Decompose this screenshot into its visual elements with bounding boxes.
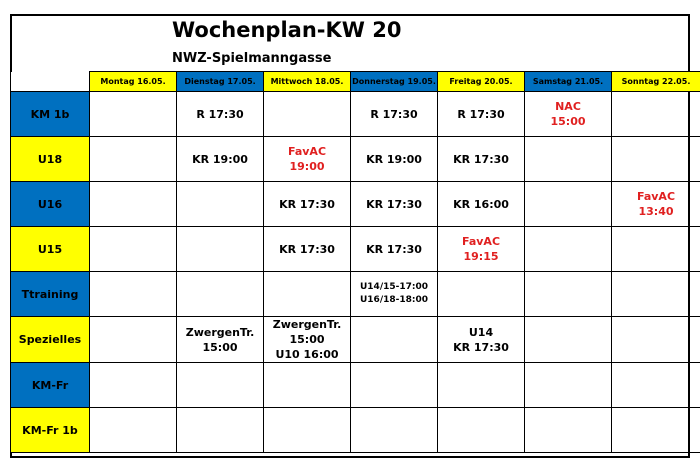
schedule-cell [438, 92, 525, 137]
schedule-row [11, 227, 700, 272]
row-label: Ttraining [11, 272, 90, 317]
cell-entry: R 17:30 [370, 107, 418, 121]
cell-entry: U14/15-17:00 [359, 282, 429, 292]
schedule-cell [351, 408, 438, 453]
schedule-cell [264, 272, 351, 317]
schedule-cell [177, 363, 264, 408]
schedule-cell [612, 317, 700, 363]
schedule-row [11, 408, 700, 453]
schedule-row [11, 272, 700, 317]
schedule-cell [264, 363, 351, 408]
cell-entry: FavAC [287, 145, 327, 158]
schedule-cell [351, 272, 438, 317]
corner-cell [11, 72, 90, 92]
row-label: U16 [11, 182, 90, 227]
schedule-cell [351, 363, 438, 408]
schedule-cell [264, 137, 351, 182]
cell-entry: KR 17:30 [453, 152, 509, 166]
schedule-row [11, 92, 700, 137]
page-title: Wochenplan-KW 20 [172, 18, 402, 42]
schedule-row [11, 182, 700, 227]
schedule-cell [438, 272, 525, 317]
schedule-table [10, 71, 700, 453]
cell-entry: U10 16:00 [275, 348, 339, 361]
schedule-row [11, 363, 700, 408]
day-header: Mittwoch 18.05. [264, 72, 351, 92]
schedule-cell [177, 272, 264, 317]
cell-entry: 19:00 [289, 160, 325, 173]
row-label: U18 [11, 137, 90, 182]
schedule-cell [438, 182, 525, 227]
cell-entry: KR 17:30 [366, 242, 422, 256]
schedule-cell [264, 92, 351, 137]
schedule-cell [264, 182, 351, 227]
schedule-cell [525, 137, 612, 182]
cell-entry: KR 19:00 [366, 152, 422, 166]
day-header: Sonntag 22.05. [612, 72, 700, 92]
schedule-cell [612, 227, 700, 272]
cell-entry: KR 16:00 [453, 197, 509, 211]
cell-entry: ZwergenTr. [185, 325, 255, 339]
cell-entry: U14 [468, 325, 494, 339]
schedule-cell [264, 227, 351, 272]
schedule-cell [351, 92, 438, 137]
page-subtitle: NWZ-Spielmanngasse [172, 51, 332, 66]
schedule-cell [90, 137, 177, 182]
schedule-cell [90, 363, 177, 408]
schedule-cell [438, 137, 525, 182]
row-label: KM-Fr [11, 363, 90, 408]
schedule-cell [525, 317, 612, 363]
day-header: Montag 16.05. [90, 72, 177, 92]
schedule-cell [612, 363, 700, 408]
schedule-cell [351, 182, 438, 227]
schedule-cell [90, 408, 177, 453]
schedule-cell [525, 363, 612, 408]
schedule-cell [90, 92, 177, 137]
schedule-cell [612, 137, 700, 182]
cell-entry: KR 17:30 [279, 197, 335, 211]
cell-entry: 19:15 [463, 250, 499, 263]
cell-entry: 15:00 [289, 333, 325, 346]
schedule-cell [438, 317, 525, 363]
cell-entry: R 17:30 [196, 107, 244, 121]
cell-entry: FavAC [636, 190, 676, 203]
schedule-cell [612, 408, 700, 453]
schedule-cell [90, 272, 177, 317]
schedule-cell [525, 408, 612, 453]
cell-entry: KR 19:00 [192, 152, 248, 166]
day-header: Dienstag 17.05. [177, 72, 264, 92]
cell-entry: KR 17:30 [366, 197, 422, 211]
schedule-cell [90, 227, 177, 272]
schedule-cell [525, 227, 612, 272]
cell-entry: U16/18-18:00 [359, 295, 429, 305]
schedule-cell [351, 317, 438, 363]
schedule-cell [177, 92, 264, 137]
cell-entry: 15:00 [202, 340, 238, 354]
day-header: Samstag 21.05. [525, 72, 612, 92]
schedule-cell [525, 92, 612, 137]
schedule-cell [438, 363, 525, 408]
schedule-cell [351, 227, 438, 272]
schedule-row [11, 137, 700, 182]
cell-entry: KR 17:30 [279, 242, 335, 256]
schedule-cell [612, 182, 700, 227]
schedule-row [11, 317, 700, 363]
schedule-sheet [10, 14, 690, 458]
row-label: KM-Fr 1b [11, 408, 90, 453]
cell-entry: ZwergenTr. [272, 318, 342, 331]
schedule-cell [264, 317, 351, 363]
day-header-row [11, 72, 700, 92]
row-label: Spezielles [11, 317, 90, 363]
day-header: Donnerstag 19.05. [351, 72, 438, 92]
schedule-cell [177, 137, 264, 182]
schedule-cell [177, 408, 264, 453]
schedule-cell [351, 137, 438, 182]
cell-entry: KR 17:30 [453, 340, 509, 354]
schedule-cell [612, 92, 700, 137]
schedule-cell [525, 272, 612, 317]
cell-entry: NAC [555, 100, 581, 113]
schedule-cell [177, 182, 264, 227]
schedule-cell [438, 227, 525, 272]
schedule-cell [177, 317, 264, 363]
cell-entry: FavAC [461, 235, 501, 248]
day-header: Freitag 20.05. [438, 72, 525, 92]
cell-entry: 15:00 [550, 115, 586, 128]
schedule-cell [612, 272, 700, 317]
schedule-cell [438, 408, 525, 453]
row-label: U15 [11, 227, 90, 272]
cell-entry: 13:40 [638, 205, 674, 218]
cell-entry: R 17:30 [457, 107, 505, 121]
schedule-cell [525, 182, 612, 227]
row-label: KM 1b [11, 92, 90, 137]
schedule-cell [90, 317, 177, 363]
schedule-cell [177, 227, 264, 272]
schedule-cell [264, 408, 351, 453]
schedule-cell [90, 182, 177, 227]
